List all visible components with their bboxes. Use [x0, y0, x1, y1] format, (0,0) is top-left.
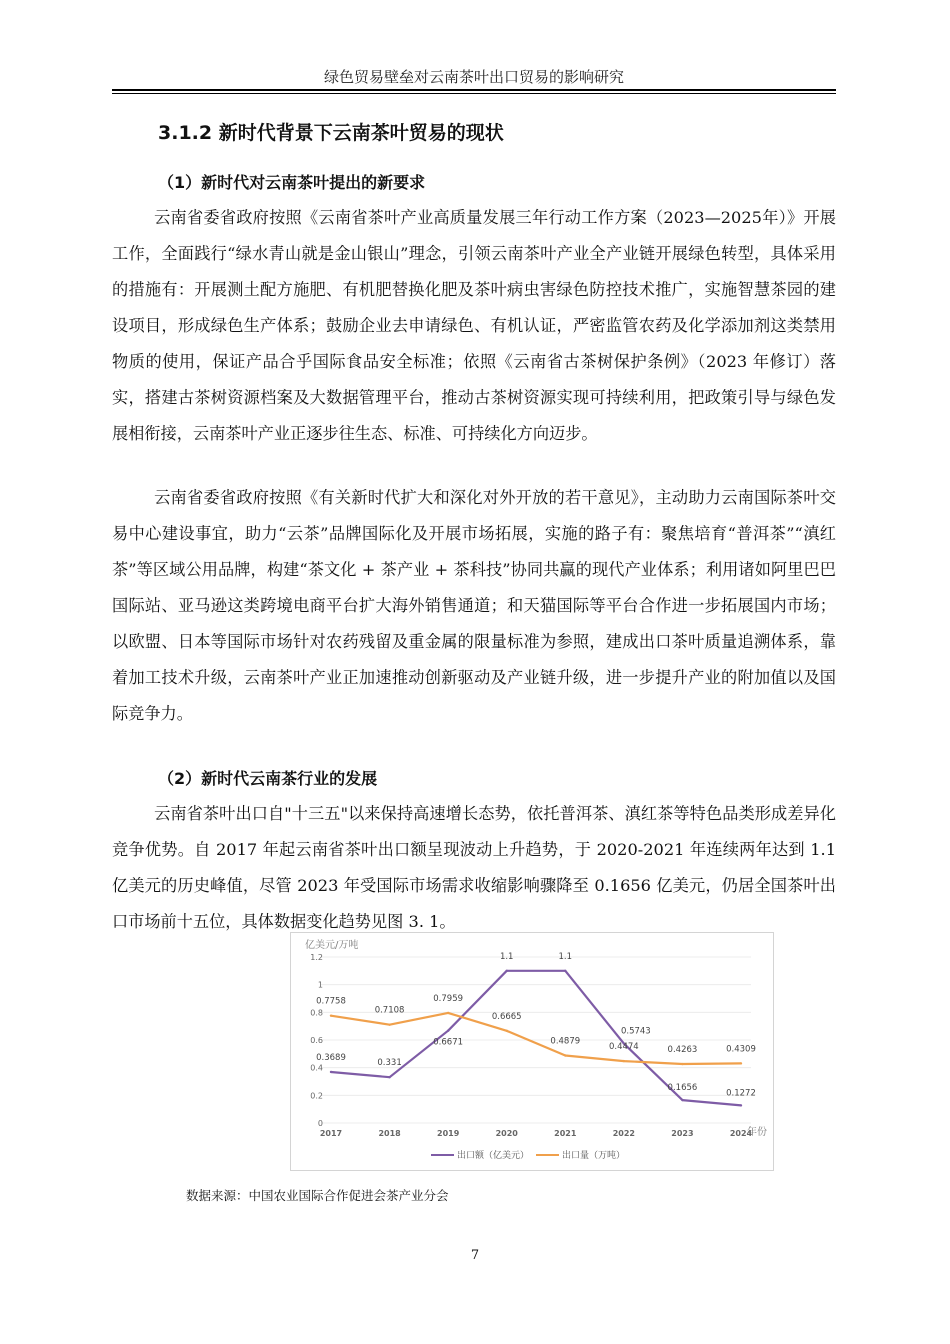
y-axis-title: 亿美元/万吨 — [305, 940, 359, 951]
data-point — [740, 1062, 742, 1064]
data-label: 0.4309 — [726, 1044, 756, 1055]
x-axis-title: 年份 — [747, 1127, 767, 1138]
x-tick-label: 2017 — [319, 1129, 343, 1138]
data-point — [623, 1060, 625, 1062]
data-point — [330, 1071, 332, 1073]
header-rule-thick — [112, 89, 836, 91]
data-label: 0.6665 — [491, 1011, 522, 1022]
x-tick-label: 2018 — [378, 1129, 401, 1138]
data-label: 0.5743 — [620, 1026, 651, 1037]
y-tick-label: 0.6 — [310, 1036, 323, 1045]
data-point — [681, 1063, 683, 1065]
data-label: 0.1272 — [726, 1088, 756, 1099]
data-point — [564, 1054, 566, 1056]
header-rule-thin — [112, 93, 836, 94]
x-tick-label: 2020 — [495, 1129, 518, 1138]
x-tick-label: 2023 — [671, 1129, 694, 1138]
data-point — [506, 970, 508, 972]
data-label: 0.7758 — [316, 996, 346, 1007]
data-label: 1.1 — [499, 951, 514, 962]
data-point — [447, 1012, 449, 1014]
x-tick-label: 2021 — [554, 1129, 577, 1138]
data-point — [447, 1030, 449, 1032]
data-point — [330, 1014, 332, 1016]
running-header: 绿色贸易壁垒对云南茶叶出口贸易的影响研究 — [323, 68, 624, 86]
x-tick-label: 2019 — [437, 1129, 460, 1138]
data-label: 0.7959 — [433, 993, 464, 1004]
subsection-1-paragraph-1: 云南省委省政府按照《云南省茶叶产业高质量发展三年行动工作方案（2023—2025年）》开展工作，全面践行“绿水青山就是金山银山”理念，引领云南茶叶产业全产业链开展绿色转型，具体采用的措施有：开展测土配方施肥、有机肥替换化肥及茶叶病虫害绿色防控技术推广，实施智慧茶园的建设项目，形成绿色生产体系；鼓励企业去申请绿色、有机认证，严密监管农药及化学添加剂这类禁用物质的使用，保证产品合乎国际食品安全标准；依照《云南省古茶树保护条例》（2023 年修订）落实，搭建古茶树资源档案及大数据管理平台，推动古茶树资源实现可持续利用，把政策引导与绿色发展相衔接，云南茶叶产业正逐步往生态、标准、可持续化方向迈步。 — [112, 208, 836, 443]
legend-label-export-volume: 出口量（万吨） — [562, 1151, 626, 1161]
data-point — [740, 1104, 742, 1106]
chart-canvas — [291, 933, 773, 1170]
y-tick-label: 0.2 — [310, 1091, 323, 1101]
y-tick-label: 0.8 — [310, 1008, 323, 1018]
data-label: 0.4263 — [667, 1045, 698, 1056]
data-label: 0.3689 — [316, 1052, 346, 1063]
subsection-2-paragraph-1: 云南省茶叶出口自"十三五"以来保持高速增长态势，依托普洱茶、滇红茶等特色品类形成差异化竞争优势。自 2017 年起云南省茶叶出口额呈现波动上升趋势，于 2020-2021 年连续两年达到 1.1 亿美元的历史峰值，尽管 2023 年受国际市场需求收缩影响骤降至 0.1656 亿美元，仍居全国茶叶出口市场前十五位，具体数据变化趋势见图 3. 1。 — [112, 804, 836, 931]
data-label: 1.1 — [558, 951, 573, 962]
y-tick-label: 0.4 — [310, 1063, 323, 1073]
data-point — [506, 1030, 508, 1032]
series-line-1 — [331, 1013, 741, 1064]
data-label: 0.1656 — [667, 1083, 698, 1094]
subsection-1-paragraph-2: 云南省委省政府按照《有关新时代扩大和深化对外开放的若干意见》，主动助力云南国际茶叶交易中心建设事宜，助力“云茶”品牌国际化及开展市场拓展，实施的路子有：聚焦培育“普洱茶”“滇红茶”等区域公用品牌，构建“茶文化 + 茶产业 + 茶科技”协同共赢的现代产业体系；利用诸如阿里巴巴国际站、亚马逊这类跨境电商平台扩大海外销售通道；和天猫国际等平台合作进一步拓展国内市场；以欧盟、日本等国际市场针对农药残留及重金属的限量标准为参照，建成出口茶叶质量追溯体系，靠着加工技术升级，云南茶叶产业正加速推动创新驱动及产业链升级，进一步提升产业的附加值以及国际竞争力。 — [112, 488, 836, 723]
legend-label-export-value: 出口额（亿美元） — [457, 1151, 530, 1161]
data-point — [564, 970, 566, 972]
data-label: 0.4474 — [608, 1042, 639, 1053]
x-tick-label: 2024 — [729, 1129, 753, 1138]
data-source-note: 数据来源：中国农业国际合作促进会茶产业分会 — [186, 1188, 449, 1203]
subsection-1-title: （1）新时代对云南茶叶提出的新要求 — [158, 173, 426, 192]
data-label: 0.4879 — [550, 1036, 581, 1047]
y-tick-label: 1 — [317, 980, 323, 990]
page-number: 7 — [470, 1248, 480, 1263]
data-point — [681, 1099, 683, 1101]
data-point — [388, 1076, 390, 1078]
data-label: 0.6671 — [433, 1037, 464, 1048]
subsection-2-title: （2）新时代云南茶行业的发展 — [158, 769, 378, 788]
data-point — [388, 1023, 390, 1025]
x-tick-label: 2022 — [612, 1129, 635, 1138]
data-label: 0.7108 — [374, 1005, 405, 1016]
y-tick-label: 1.2 — [310, 953, 323, 962]
y-tick-label: 0 — [317, 1119, 323, 1128]
data-label: 0.331 — [377, 1058, 402, 1069]
section-title: 3.1.2 新时代背景下云南茶叶贸易的现状 — [158, 122, 504, 144]
export-trend-chart — [290, 932, 774, 1171]
